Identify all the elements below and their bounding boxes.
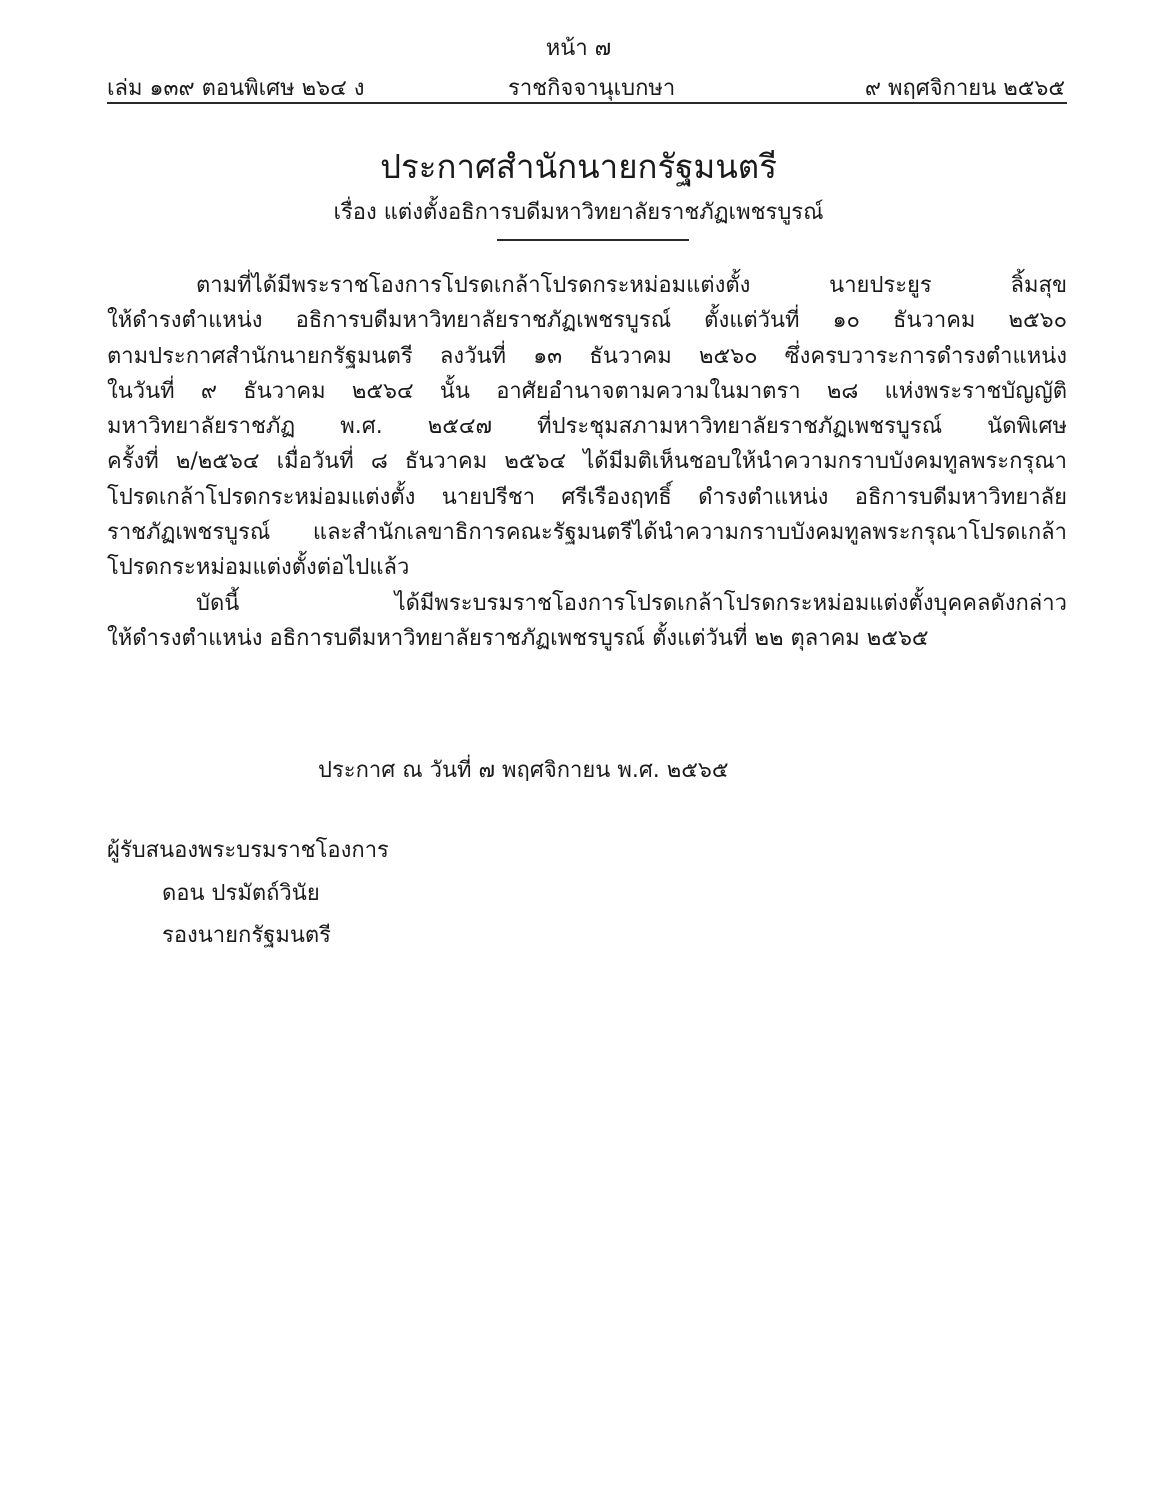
announcement-subject: เรื่อง แต่งตั้งอธิการบดีมหาวิทยาลัยราชภัฏเพชรบูรณ์ [333, 200, 824, 225]
body-line: ให้ดำรงตำแหน่ง อธิการบดีมหาวิทยาลัยราชภัฏเพชรบูรณ์ ตั้งแต่วันที่ ๑๐ ธันวาคม ๒๕๖๐ [107, 308, 1067, 334]
body-line: ราชภัฏเพชรบูรณ์ และสำนักเลขาธิการคณะรัฐมนตรีได้นำความกราบบังคมทูลพระกรุณาโปรดเกล้า [107, 520, 1067, 546]
signatory-name: ดอน ปรมัตถ์วินัย [162, 881, 320, 906]
volume-issue: เล่ม ๑๓๙ ตอนพิเศษ ๒๖๔ ง [107, 76, 365, 101]
page-number: หน้า ๗ [545, 36, 612, 61]
body-line: ในวันที่ ๙ ธันวาคม ๒๕๖๔ นั้น อาศัยอำนาจตามความในมาตรา ๒๘ แห่งพระราชบัญญัติ [107, 378, 1067, 404]
announcement-date: ประกาศ ณ วันที่ ๗ พฤศจิกายน พ.ศ. ๒๕๖๕ [318, 758, 729, 783]
announcement-body [107, 268, 1067, 656]
gazette-date: ๙ พฤศจิกายน ๒๕๖๕ [864, 76, 1065, 101]
announcement-title: ประกาศสำนักนายกรัฐมนตรี [380, 147, 777, 186]
signatory-position: รองนายกรัฐมนตรี [162, 923, 331, 948]
countersign-label: ผู้รับสนองพระบรมราชโองการ [107, 838, 389, 863]
gazette-name: ราชกิจจานุเบกษา [508, 76, 676, 101]
body-line: โปรดกระหม่อมแต่งตั้งต่อไปแล้ว [107, 555, 410, 581]
body-line: ตามประกาศสำนักนายกรัฐมนตรี ลงวันที่ ๑๓ ธันวาคม ๒๕๖๐ ซึ่งครบวาระการดำรงตำแหน่ง [107, 343, 1067, 369]
body-line: มหาวิทยาลัยราชภัฏ พ.ศ. ๒๕๔๗ ที่ประชุมสภามหาวิทยาลัยราชภัฏเพชรบูรณ์ นัดพิเศษ [107, 414, 1067, 440]
body-line: ให้ดำรงตำแหน่ง อธิการบดีมหาวิทยาลัยราชภัฏเพชรบูรณ์ ตั้งแต่วันที่ ๒๒ ตุลาคม ๒๕๖๕ [107, 625, 929, 651]
header-divider [107, 102, 1067, 104]
body-line: บัดนี้ ได้มีพระบรมราชโองการโปรดเกล้าโปรดกระหม่อมแต่งตั้งบุคคลดังกล่าว [196, 590, 1067, 616]
body-line: ตามที่ได้มีพระราชโองการโปรดเกล้าโปรดกระหม่อมแต่งตั้ง นายประยูร ลิ้มสุข [196, 273, 1067, 298]
body-line: โปรดเกล้าโปรดกระหม่อมแต่งตั้ง นายปรีชา ศรีเรืองฤทธิ์ ดำรงตำแหน่ง อธิการบดีมหาวิทยาลัย [107, 484, 1067, 510]
body-line: ครั้งที่ ๒/๒๕๖๔ เมื่อวันที่ ๘ ธันวาคม ๒๕๖๔ ได้มีมติเห็นชอบให้นำความกราบบังคมทูลพระกรุณา [107, 449, 1067, 475]
title-divider [497, 239, 689, 241]
